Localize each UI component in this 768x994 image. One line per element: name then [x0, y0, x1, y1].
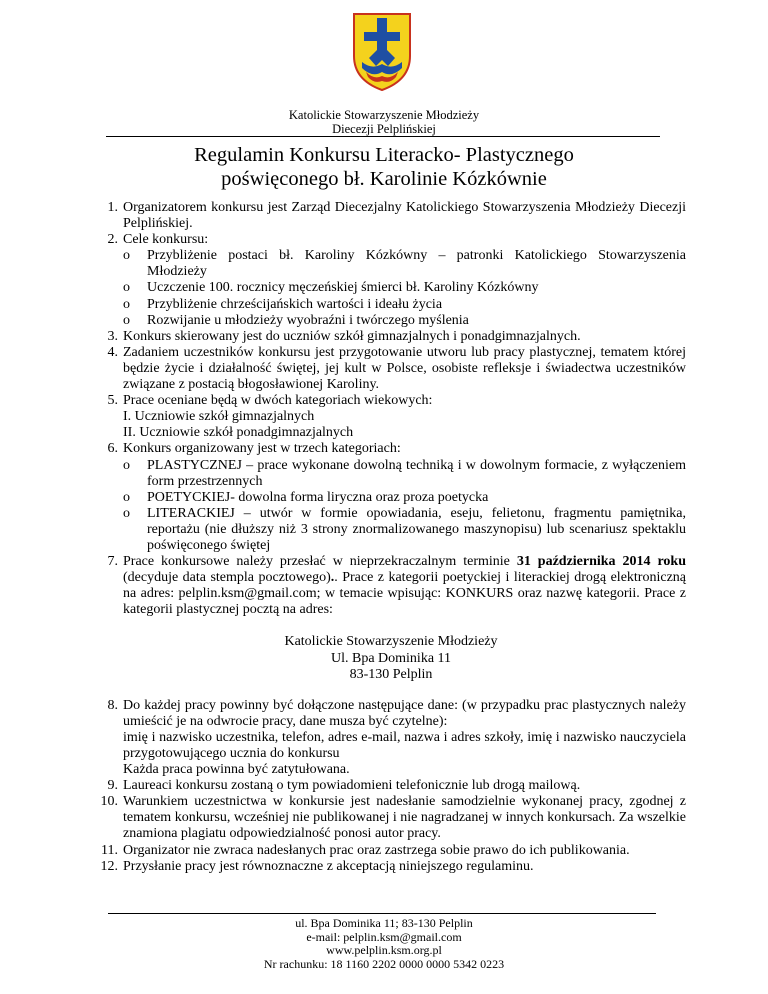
age-category-1: I. Uczniowie szkół gimnazjalnych — [123, 409, 315, 425]
footer-address: ul. Bpa Dominika 11; 83-130 Pelplin — [295, 916, 473, 930]
bullet-icon: o — [123, 296, 130, 312]
deadline-date: 31 października 2014 roku — [516, 554, 686, 570]
rule-number: 8. — [107, 697, 118, 713]
goal-4 — [96, 313, 686, 329]
required-data: imię i nazwisko uczestnika, telefon, adres e-mail, nazwa i adres szkoły, imię i nazwisko nauczyciela przygotowującego ucznia do konkursu — [123, 729, 686, 761]
address-line-3: 83-130 Pelplin — [349, 666, 433, 682]
org-name: Katolickie Stowarzyszenie Młodzieży — [288, 108, 480, 122]
rule-text: Przysłanie pracy jest równoznaczne z akceptacją niniejszego regulaminu. — [123, 858, 534, 874]
org-diocese: Diecezji Pelplińskiej — [332, 122, 436, 136]
title-line-1: Regulamin Konkursu Literacko- Plastycznego — [194, 144, 574, 166]
rule-7: 7. Prace konkursowe należy przesłać w nieprzekraczalnym terminie 31 października 2014 roku (decyduje data stempla pocztowego).. Prace z kategorii poetyckiej i literackiej drogą elektroniczną na adres: pelplin.ksm@gmail.com; w temacie wpisując: KONKURS oraz nazwę kategorii. Prace z kategorii plastycznej pocztą na adres: — [96, 554, 686, 618]
rule-number: 5. — [107, 393, 118, 409]
category-text: LITERACKIEJ – utwór w formie opowiadania, eseju, felietonu, fragmentu pamiętnika, reportażu (nie dłuższy niż 3 strony znormalizowanego maszynopisu) lub scenariusz spektaklu poświęconego świętej — [147, 505, 686, 553]
address-line-1: Katolickie Stowarzyszenie Młodzieży — [284, 634, 498, 650]
goal-text: Rozwijanie u młodzieży wyobraźni i twórczego myślenia — [147, 312, 469, 328]
address-line-2: Ul. Bpa Dominika 11 — [330, 650, 452, 666]
rule-number: 10. — [100, 794, 118, 810]
goal-text: Przybliżenie postaci bł. Karoliny Kózkówny – patronki Katolickiego Stowarzyszenia Młodzieży — [147, 248, 686, 280]
goal-text: Uczczenie 100. rocznicy męczeńskiej śmierci bł. Karoliny Kózkówny — [147, 280, 539, 296]
rule-9 — [96, 778, 686, 794]
rule-4 — [96, 345, 686, 393]
bullet-icon: o — [123, 505, 130, 521]
rule-2 — [96, 232, 686, 248]
bullet-icon: o — [123, 312, 130, 328]
rule-text: Do każdej pracy powinny być dołączone następujące dane: (w przypadku prac plastycznych należy umieścić je na odwrocie pracy, dane musza być czytelne): — [123, 697, 686, 729]
rule-number: 9. — [107, 778, 118, 794]
rule-text: Laureaci konkursu zostaną o tym powiadomieni telefonicznie lub drogą mailową. — [123, 778, 581, 794]
footer-email: e-mail: pelplin.ksm@gmail.com — [306, 929, 462, 944]
bullet-icon: o — [123, 457, 130, 473]
rule-8 — [96, 698, 686, 730]
rule-number: 12. — [100, 858, 118, 874]
rule-number: 3. — [107, 328, 118, 344]
bullet-icon: o — [123, 489, 130, 505]
rule-3 — [96, 329, 686, 345]
category-text: POETYCKIEJ- dowolna forma liryczna oraz proza poetycka — [147, 489, 489, 505]
regulations-body — [96, 200, 686, 875]
rule-text: Prace oceniane będą w dwóch kategoriach wiekowych: — [123, 393, 433, 409]
organization-header — [0, 108, 768, 136]
rule-text-submission: . Prace z kategorii poetyckiej i literackiej drogą elektroniczną na adres: pelplin.ksm@gmail.com; w temacie wpisując: KONKURS oraz nazwę kategorii. Prace z kategorii plastycznej pocztą na adres: — [123, 570, 686, 618]
rule-number: 2. — [107, 232, 118, 248]
age-category-2: II. Uczniowie szkół ponadgimnazjalnych — [123, 425, 354, 441]
rule-text: Prace konkursowe należy przesłać w nieprzekraczalnym terminie — [123, 554, 517, 570]
category-text: PLASTYCZNEJ – prace wykonane dowolną techniką i w dowolnym formacie, z wyłączeniem form przestrzennych — [147, 457, 686, 489]
footer — [0, 917, 768, 971]
goal-2 — [96, 280, 686, 296]
footer-bank-account: Nr rachunku: 18 1160 2202 0000 0000 5342 0223 — [263, 956, 505, 971]
rule-5 — [96, 393, 686, 409]
postal-address — [96, 634, 686, 682]
footer-divider — [108, 913, 656, 914]
rule-6 — [96, 441, 686, 457]
bullet-icon: o — [123, 248, 130, 264]
goal-1 — [96, 248, 686, 280]
rule-10 — [96, 794, 686, 842]
rule-number: 1. — [107, 200, 118, 215]
rule-number: 6. — [107, 441, 118, 457]
rule-number: 11. — [101, 842, 118, 858]
document-title — [0, 143, 768, 191]
rule-11 — [96, 843, 686, 859]
title-line-2: poświęconego bł. Karolinie Kózkównie — [221, 168, 547, 190]
rule-text: Konkurs skierowany jest do uczniów szkół gimnazjalnych i ponadgimnazjalnych. — [123, 328, 581, 344]
rule-text: Cele konkursu: — [123, 232, 209, 248]
rule-text-postmark: (decyduje data stempla pocztowego) — [123, 570, 331, 586]
footer-website: www.pelplin.ksm.org.pl — [326, 943, 442, 958]
goal-text: Przybliżenie chrześcijańskich wartości i ideału życia — [147, 296, 443, 312]
rule-text: Warunkiem uczestnictwa w konkursie jest nadesłanie samodzielnie wykonanej pracy, zgodnej z tematem konkursu, wcześniej nie publikowanej i nie nagradzanej w innych konkursach. Za wszelkie znamiona plagiatu odpowiedzialność ponosi autor pracy. — [123, 794, 686, 842]
title-requirement: Każda praca powinna być zatytułowana. — [123, 762, 350, 778]
rule-text: Konkurs organizowany jest w trzech kategoriach: — [123, 441, 401, 457]
category-plastic — [96, 458, 686, 490]
rule-number: 7. — [107, 554, 118, 570]
ksm-emblem-icon — [350, 10, 414, 92]
rule-text: Organizator nie zwraca nadesłanych prac oraz zastrzega sobie prawo do ich publikowania. — [123, 842, 630, 858]
category-literary — [96, 506, 686, 554]
rule-text: Organizatorem konkursu jest Zarząd Diecezjalny Katolickiego Stowarzyszenia Młodzieży Diecezji Pelplińskiej. — [123, 200, 686, 232]
bullet-icon: o — [123, 280, 130, 296]
header-divider — [106, 136, 660, 137]
category-poetic — [96, 490, 686, 506]
rule-1 — [96, 200, 686, 232]
goal-3 — [96, 297, 686, 313]
rule-number: 4. — [107, 344, 118, 360]
rule-text: Zadaniem uczestników konkursu jest przygotowanie utworu lub pracy plastycznej, tematem której będzie życie i działalność świętej, jej kult w Polsce, osobiste refleksje i świadectwa uczestników związane z postacią błogosławionej Karoliny. — [123, 344, 686, 393]
rule-12 — [96, 859, 686, 875]
